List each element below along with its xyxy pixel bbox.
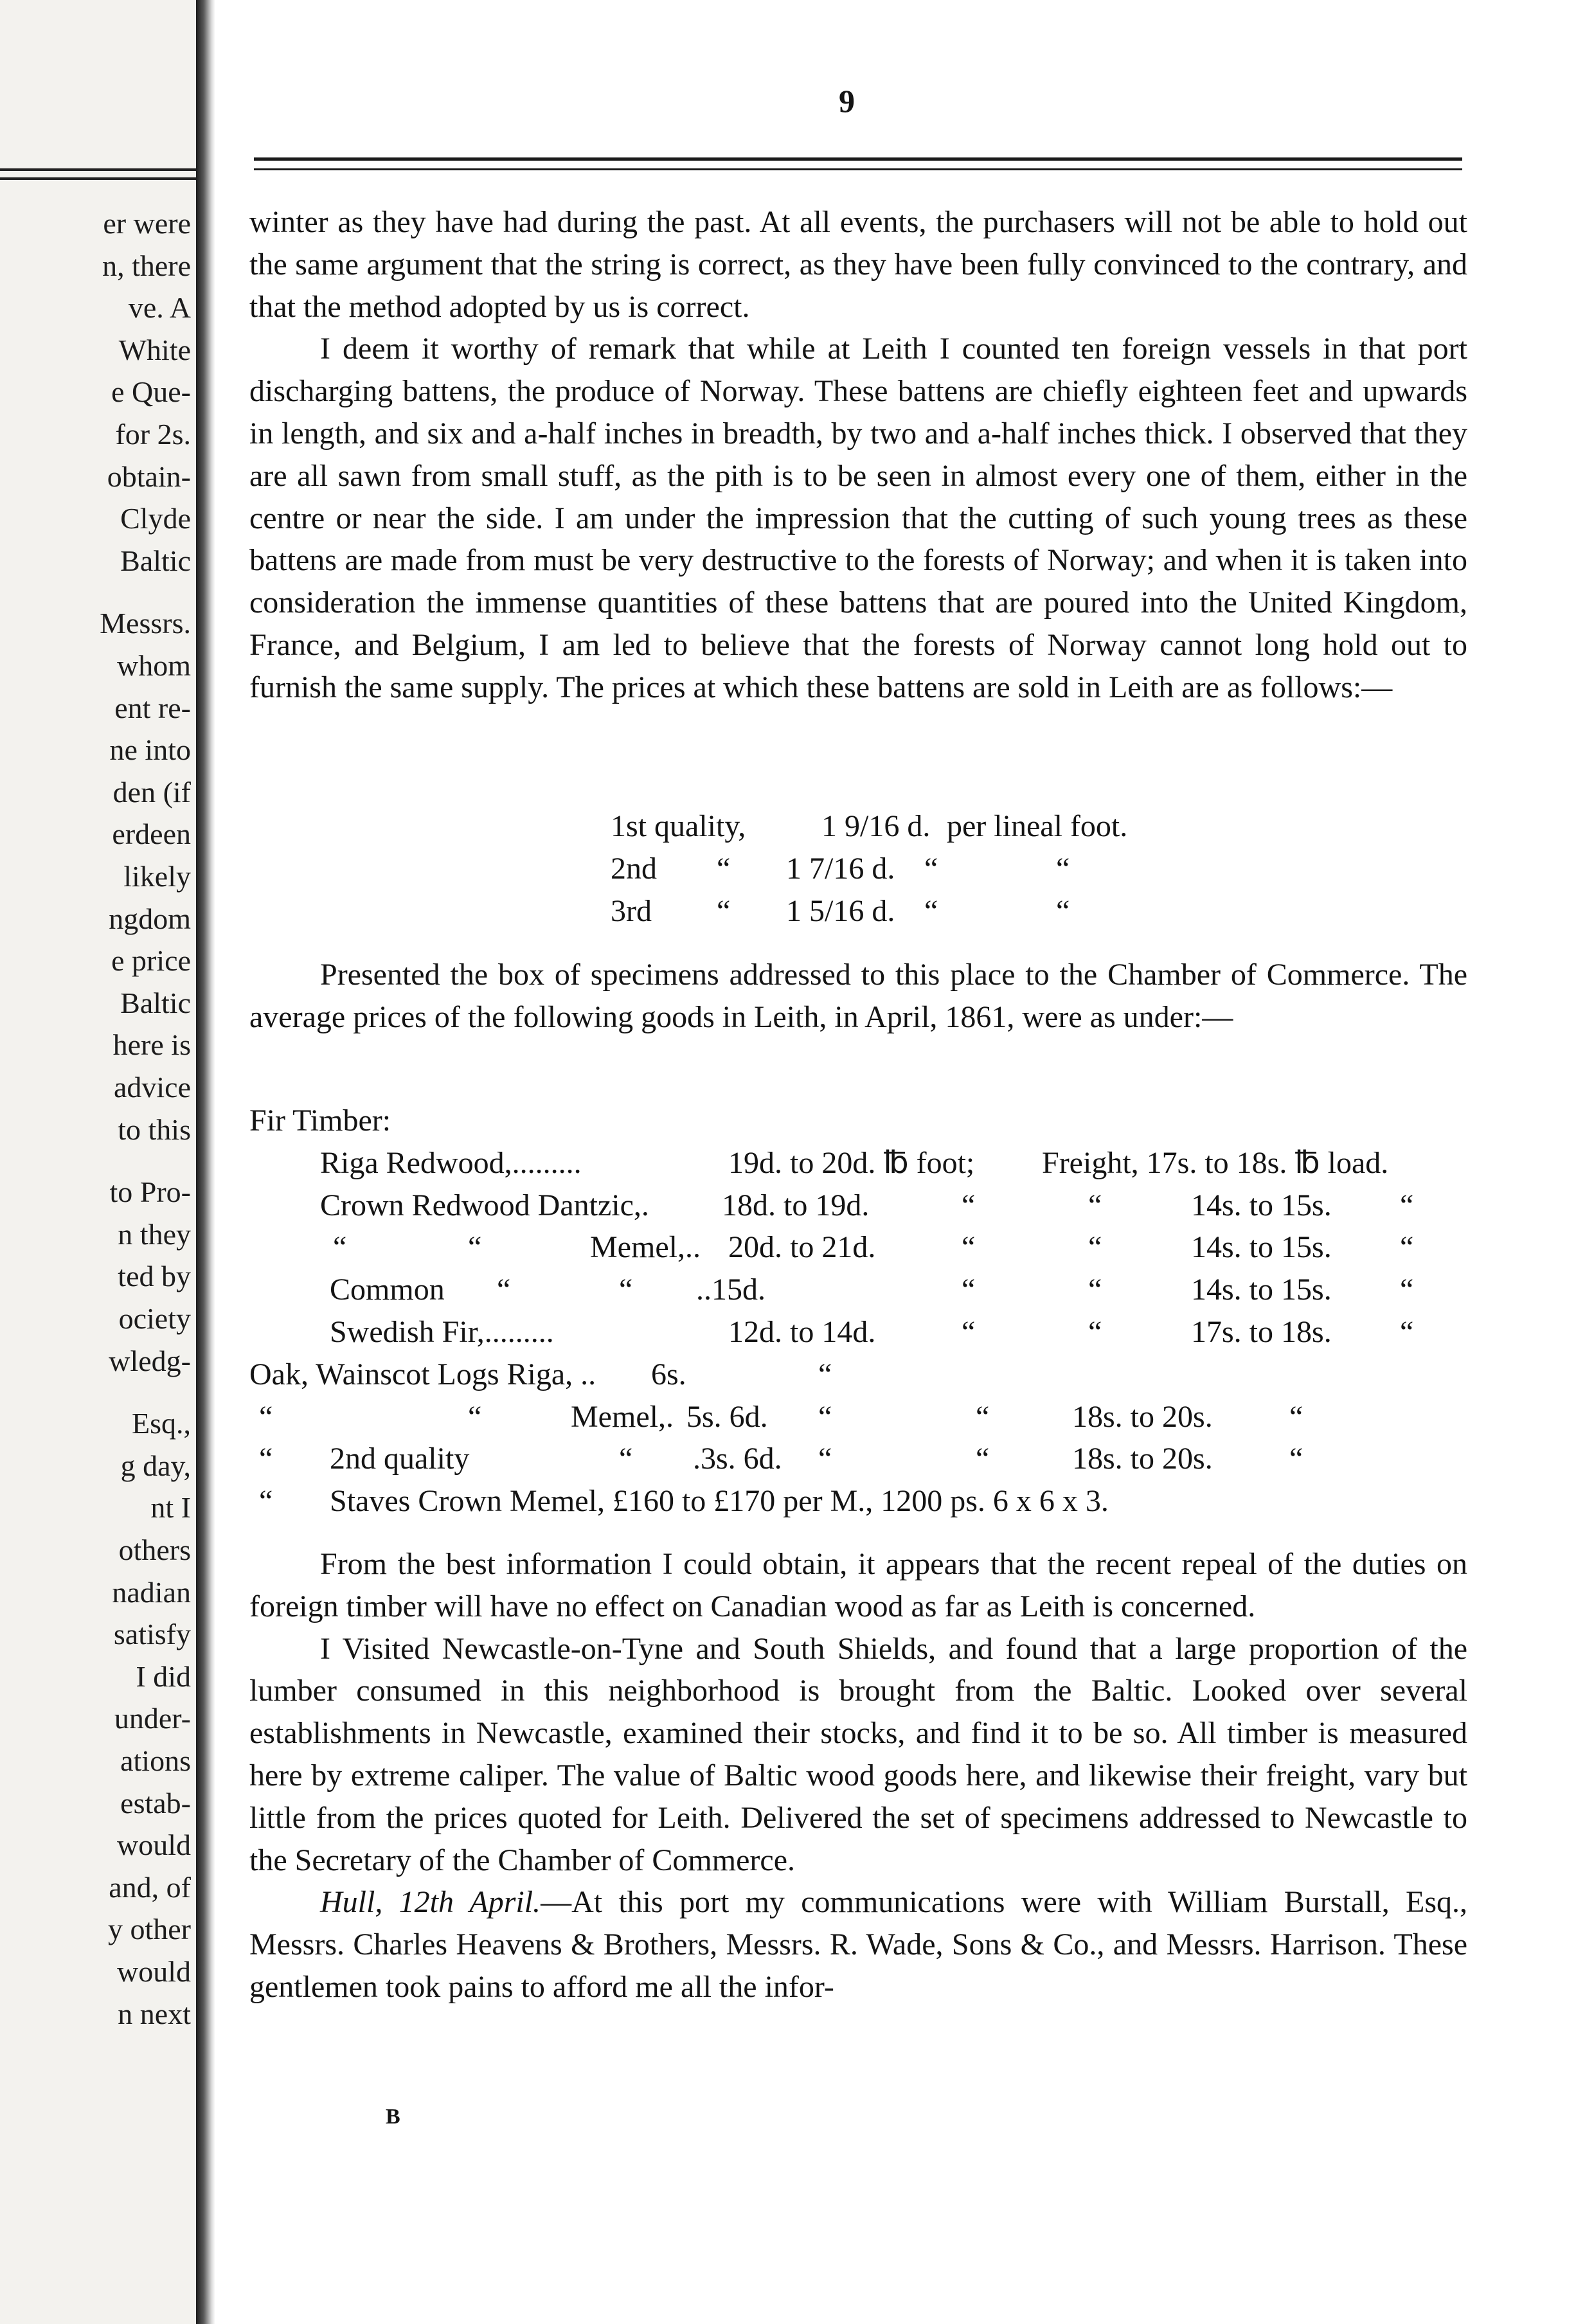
goods-freight: 14s. to 15s. <box>1191 1273 1332 1307</box>
goods-price: .3s. 6d. <box>693 1442 782 1476</box>
signature-mark: B <box>386 2105 400 2129</box>
previous-page-line: White <box>118 333 191 366</box>
previous-page-line: n next <box>118 1997 191 2030</box>
previous-page-line: y other <box>107 1913 191 1946</box>
previous-page-line: nt I <box>150 1491 191 1524</box>
unit-label: per lineal foot. <box>947 809 1128 843</box>
ditto-mark: “ <box>976 1399 990 1434</box>
body-text-middle <box>249 954 1467 1039</box>
previous-page-line: would <box>117 1955 191 1988</box>
goods-item: Common <box>330 1273 445 1307</box>
paragraph: Presented the box of specimens addressed to this place to the Chamber of Commerce. The average prices of the following goods in Leith, in April, 1861, were as under:— <box>249 958 1467 1034</box>
paragraph: I Visited Newcastle-on-Tyne and South Shields, and found that a large proportion of the lumber consumed in this neighborhood is brought from the Baltic. Looked over several establishments in Newcastle, examined their stocks, and find it to be so. All timber is measured here by extreme caliper. The value of Baltic wood goods here, and likewise their freight, vary but little from the prices quoted for Leith. Delivered the set of specimens addressed to Newcastle to the Secretary of the Chamber of Commerce. <box>249 1631 1467 1877</box>
grade-label: 2nd <box>611 851 657 886</box>
ditto-mark: “ <box>1056 893 1070 928</box>
goods-row <box>249 1184 1467 1227</box>
goods-item: Oak, Wainscot Logs Riga, .. <box>249 1357 596 1391</box>
goods-item: Crown Redwood Dantzic,. <box>320 1188 649 1222</box>
previous-page-line: ne into <box>109 733 191 767</box>
ditto-mark: “ <box>818 1399 832 1434</box>
goods-freight: 18s. to 20s. <box>1072 1442 1213 1476</box>
previous-page-line: obtain- <box>107 460 191 493</box>
previous-page-line: satisfy <box>113 1618 191 1651</box>
goods-freight: 18s. to 20s. <box>1072 1399 1213 1434</box>
grade-label: 3rd <box>611 893 652 928</box>
body-text-lower <box>249 1543 1467 2008</box>
header-rule <box>254 157 1462 161</box>
goods-row <box>249 1396 1467 1438</box>
goods-item: Swedish Fir,......... <box>330 1314 554 1349</box>
goods-item: Staves Crown Memel, £160 to £170 per M., 1200 ps. 6 x 6 x 3. <box>330 1484 1109 1519</box>
ditto-mark: “ <box>1088 1188 1102 1222</box>
ditto-mark: “ <box>1400 1273 1414 1307</box>
previous-page-line: Baltic <box>120 544 191 577</box>
goods-freight: 14s. to 15s. <box>1191 1188 1332 1222</box>
previous-page-line: nadian <box>112 1575 191 1609</box>
ditto-mark: “ <box>1088 1273 1102 1307</box>
paragraph: winter as they have had during the past. At all events, the purchasers will not be able to hold out the same argument that the string is correct, as they have been fully convinced to the contrary, and that the method adopted by us is correct. <box>249 205 1467 324</box>
goods-row <box>249 1438 1467 1480</box>
ditto-mark: “ <box>468 1399 482 1434</box>
place-date: Hull, 12th April. <box>320 1885 541 1920</box>
previous-page-line: n, there <box>102 249 191 282</box>
previous-page-line: to this <box>118 1113 191 1146</box>
paragraph <box>249 1881 1467 2008</box>
previous-page-line: likely <box>123 860 191 893</box>
previous-page-line: ent re- <box>114 691 191 724</box>
price-value: 1 5/16 d. <box>786 893 895 928</box>
previous-page-line: ngdom <box>109 902 191 935</box>
ditto-mark: “ <box>962 1230 976 1265</box>
goods-row <box>249 1226 1467 1269</box>
previous-page-fragment <box>0 0 196 2324</box>
price-row <box>249 805 1467 848</box>
previous-page-line: den (if <box>112 775 191 809</box>
ditto-mark: “ <box>1289 1442 1303 1476</box>
goods-price: ..15d. <box>696 1273 766 1307</box>
price-value: 1 9/16 d. <box>821 809 931 843</box>
previous-page-line: to Pro- <box>109 1175 191 1209</box>
goods-freight: Freight, 17s. to 18s. ℔ load. <box>1042 1145 1389 1180</box>
goods-price: 5s. 6d. <box>686 1399 768 1434</box>
ditto-mark: “ <box>717 893 731 928</box>
previous-page-line: I did <box>136 1659 191 1693</box>
previous-page-rule <box>0 177 196 180</box>
goods-price: 20d. to 21d. <box>728 1230 876 1265</box>
ditto-mark: “ <box>962 1273 976 1307</box>
price-value: 1 7/16 d. <box>786 851 895 886</box>
goods-price: 12d. to 14d. <box>728 1314 876 1349</box>
previous-page-line: under- <box>114 1702 191 1735</box>
batten-price-table <box>249 805 1467 932</box>
ditto-mark: “ <box>1056 851 1070 886</box>
ditto-mark: “ <box>1400 1188 1414 1222</box>
ditto-mark: “ <box>1088 1314 1102 1349</box>
previous-page-line: wledg- <box>109 1344 191 1377</box>
previous-page-line: e Que- <box>111 375 191 409</box>
ditto-mark: “ <box>1400 1314 1414 1349</box>
previous-page-line: for 2s. <box>115 418 191 451</box>
previous-page-line: others <box>118 1533 191 1566</box>
previous-page-line: Messrs. <box>100 607 191 640</box>
ditto-mark: “ <box>1088 1230 1102 1265</box>
previous-page-line: e price <box>111 944 191 978</box>
previous-page-line: er were <box>103 207 191 240</box>
goods-row <box>249 1354 1467 1396</box>
ditto-mark: “ <box>619 1442 633 1476</box>
paragraph: I deem it worthy of remark that while at Leith I counted ten foreign vessels in that port discharging battens, the produce of Norway. These battens are chiefly eighteen feet and upwards in length, and six and a-half inches in breadth, by two and a-half inches thick. I observed that they are all sawn from small stuff, as the pith is to be seen in almost every one of them, either in the centre or near the side. I am under the impression that the cutting of such young trees as these battens are made from must be very destructive to the forests of Norway; and when it is taken into consideration the immense quantities of these battens that are poured into the United Kingdom, France, and Belgium, I am led to believe that the forests of Norway cannot long hold out to furnish the same supply. The prices at which these battens are sold in Leith are as follows:— <box>249 332 1467 704</box>
ditto-mark: “ <box>717 851 731 886</box>
ditto-mark: “ <box>1400 1230 1414 1265</box>
ditto-mark: “ <box>497 1273 511 1307</box>
previous-page-line: whom <box>117 649 191 682</box>
previous-page-line: g day, <box>120 1449 191 1482</box>
goods-freight: 14s. to 15s. <box>1191 1230 1332 1265</box>
ditto-mark: “ <box>259 1442 273 1476</box>
ditto-mark: “ <box>259 1399 273 1434</box>
previous-page-line: Esq., <box>132 1407 191 1440</box>
ditto-mark: “ <box>468 1230 482 1265</box>
price-row <box>249 890 1467 933</box>
ditto-mark: “ <box>818 1442 832 1476</box>
grade-label: 1st quality, <box>611 809 746 843</box>
goods-price: 6s. <box>651 1357 686 1391</box>
ditto-mark: “ <box>818 1357 832 1391</box>
goods-item: Memel,.. <box>590 1230 701 1265</box>
goods-row <box>249 1480 1467 1523</box>
body-text-upper <box>249 201 1467 709</box>
previous-page-line: ted by <box>118 1260 191 1293</box>
header-rule <box>254 168 1462 170</box>
previous-page-line: Baltic <box>120 986 191 1019</box>
previous-page-line: ations <box>120 1744 191 1777</box>
ditto-mark: “ <box>924 851 938 886</box>
ditto-mark: “ <box>924 893 938 928</box>
goods-item: 2nd quality <box>330 1442 470 1476</box>
ditto-mark: “ <box>962 1188 976 1222</box>
paragraph-text: —At this port my communications were with William Burstall, Esq., Messrs. Charles Heavens & Brothers, Messrs. R. Wade, Sons & Co., and Messrs. Harrison. These gentlemen took pains to afford me all the infor- <box>249 1885 1467 2004</box>
goods-price: 19d. to 20d. ℔ foot; <box>728 1145 975 1180</box>
goods-price: 18d. to 19d. <box>722 1188 870 1222</box>
previous-page-line: would <box>117 1828 191 1862</box>
page-number: 9 <box>839 83 855 119</box>
ditto-mark: “ <box>1289 1399 1303 1434</box>
previous-page-rule <box>0 168 196 171</box>
goods-freight: 17s. to 18s. <box>1191 1314 1332 1349</box>
ditto-mark: “ <box>976 1442 990 1476</box>
page-gutter-shadow <box>196 0 215 2324</box>
goods-item: Memel,. <box>571 1399 674 1434</box>
goods-row <box>249 1269 1467 1311</box>
price-row <box>249 848 1467 890</box>
goods-row <box>249 1142 1467 1184</box>
goods-row <box>249 1311 1467 1354</box>
ditto-mark: “ <box>619 1273 633 1307</box>
previous-page-line: erdeen <box>112 818 191 851</box>
previous-page-line: advice <box>113 1071 191 1104</box>
goods-item: Riga Redwood,......... <box>320 1145 582 1180</box>
ditto-mark: “ <box>333 1230 347 1265</box>
previous-page-line: Clyde <box>120 502 191 535</box>
previous-page-line: ociety <box>118 1302 191 1335</box>
goods-price-table <box>249 1100 1467 1523</box>
previous-page-line: estab- <box>120 1786 191 1819</box>
previous-page-line: and, of <box>109 1870 191 1904</box>
previous-page-line: here is <box>112 1028 191 1062</box>
paragraph: From the best information I could obtain, it appears that the recent repeal of the duties on foreign timber will have no effect on Canadian wood as far as Leith is concerned. <box>249 1547 1467 1623</box>
ditto-mark: “ <box>962 1314 976 1349</box>
ditto-mark: “ <box>259 1484 273 1519</box>
previous-page-line: ve. A <box>128 291 191 325</box>
section-title: Fir Timber: <box>249 1104 391 1138</box>
previous-page-line: n they <box>118 1217 191 1251</box>
